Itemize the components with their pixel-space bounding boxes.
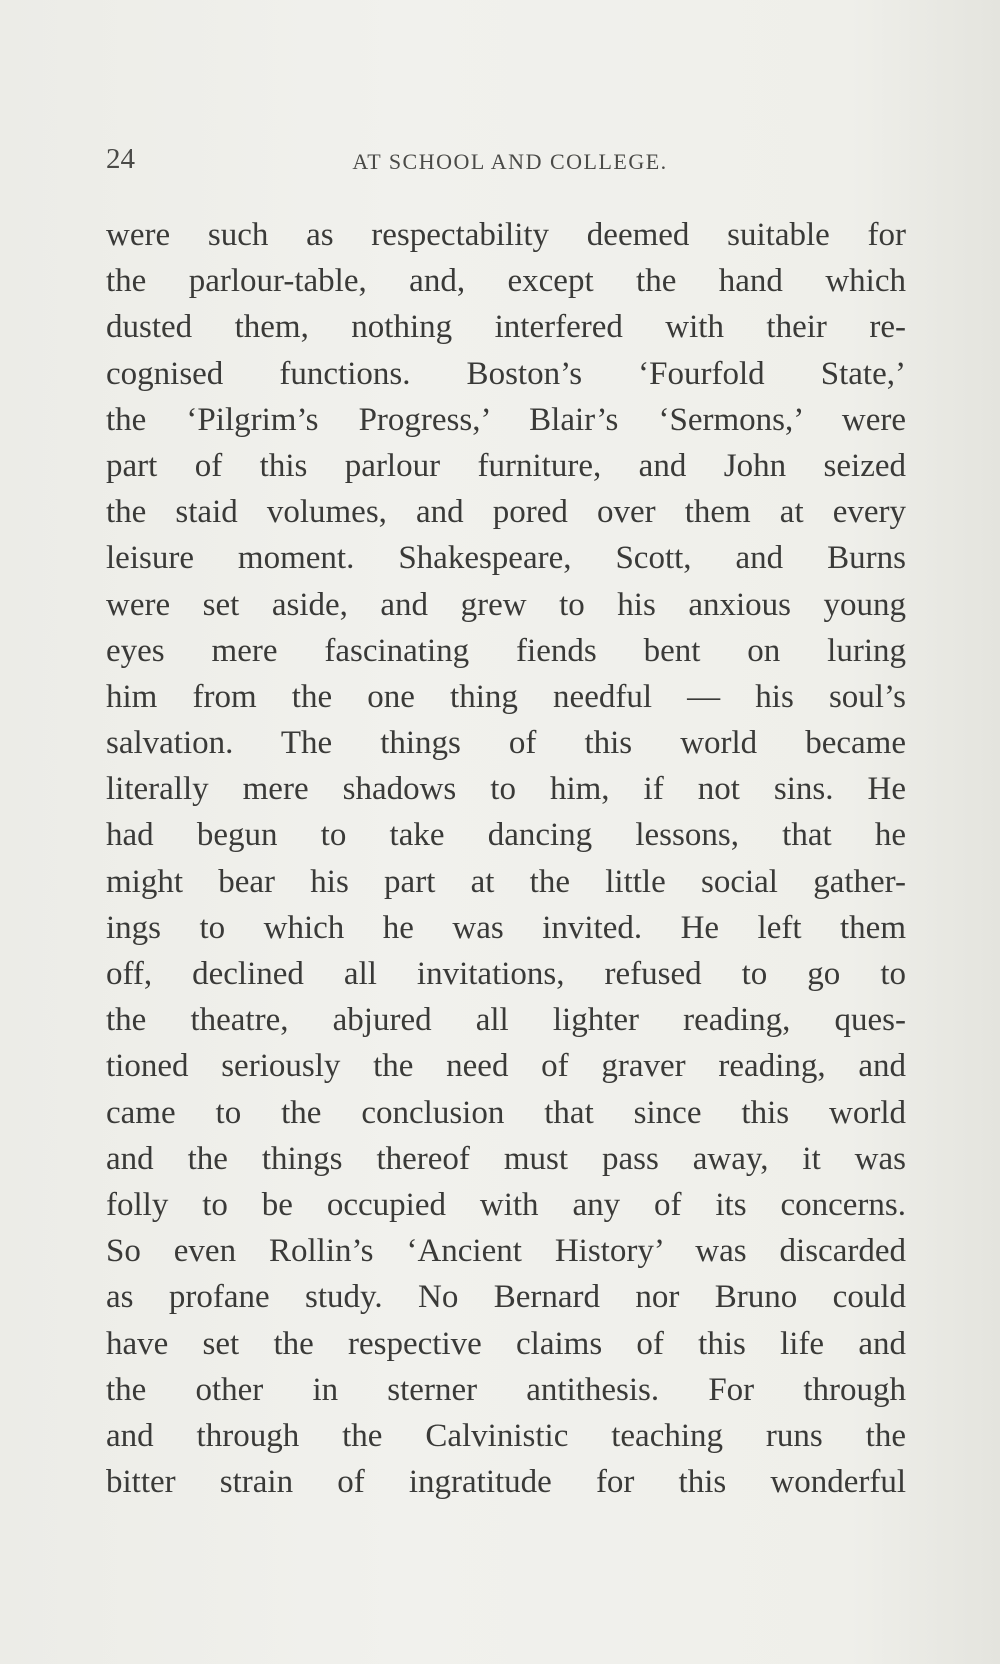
text-line: have set the respective claims of this life and — [106, 1325, 906, 1362]
body-text — [106, 212, 906, 1505]
text-line: salvation. The things of this world became — [106, 725, 906, 762]
page-number: 24 — [106, 143, 135, 175]
text-line: the ‘Pilgrim’s Progress,’ Blair’s ‘Sermons,’ were — [106, 401, 906, 438]
text-line: eyes mere fascinating fiends bent on luring — [106, 632, 906, 669]
text-line: him from the one thing needful — his soul’s — [106, 678, 906, 715]
text-line: were such as respectability deemed suitable for — [106, 217, 906, 253]
text-line: cognised functions. Boston’s ‘Fourfold State,’ — [106, 355, 906, 392]
text-line: the theatre, abjured all lighter reading, ques- — [106, 1002, 906, 1039]
text-line: and through the Calvinistic teaching runs the — [106, 1417, 906, 1454]
text-line: bitter strain of ingratitude for this wonderful — [106, 1464, 906, 1501]
text-line: literally mere shadows to him, if not sins. He — [106, 771, 906, 808]
text-line: ings to which he was invited. He left them — [106, 909, 906, 946]
text-line: part of this parlour furniture, and John seized — [106, 447, 906, 484]
text-line: So even Rollin’s ‘Ancient History’ was discarded — [106, 1233, 906, 1270]
text-line: as profane study. No Bernard nor Bruno could — [106, 1279, 906, 1316]
text-line: leisure moment. Shakespeare, Scott, and Burns — [106, 540, 906, 577]
text-line: dusted them, nothing interfered with their re- — [106, 309, 906, 346]
text-line: might bear his part at the little social gather- — [106, 863, 906, 900]
text-line: were set aside, and grew to his anxious young — [106, 586, 906, 623]
text-line: had begun to take dancing lessons, that he — [106, 817, 906, 854]
running-title: AT SCHOOL AND COLLEGE. — [352, 149, 668, 174]
text-line: the staid volumes, and pored over them at every — [106, 494, 906, 531]
text-line: tioned seriously the need of graver reading, and — [106, 1048, 906, 1085]
text-line: and the things thereof must pass away, it was — [106, 1140, 906, 1177]
text-line: folly to be occupied with any of its concerns. — [106, 1186, 906, 1223]
text-line: the parlour-table, and, except the hand which — [106, 263, 906, 300]
text-line: came to the conclusion that since this world — [106, 1094, 906, 1131]
text-line: off, declined all invitations, refused to go to — [106, 956, 906, 992]
page-header — [106, 143, 914, 183]
text-line: the other in sterner antithesis. For through — [106, 1371, 906, 1408]
